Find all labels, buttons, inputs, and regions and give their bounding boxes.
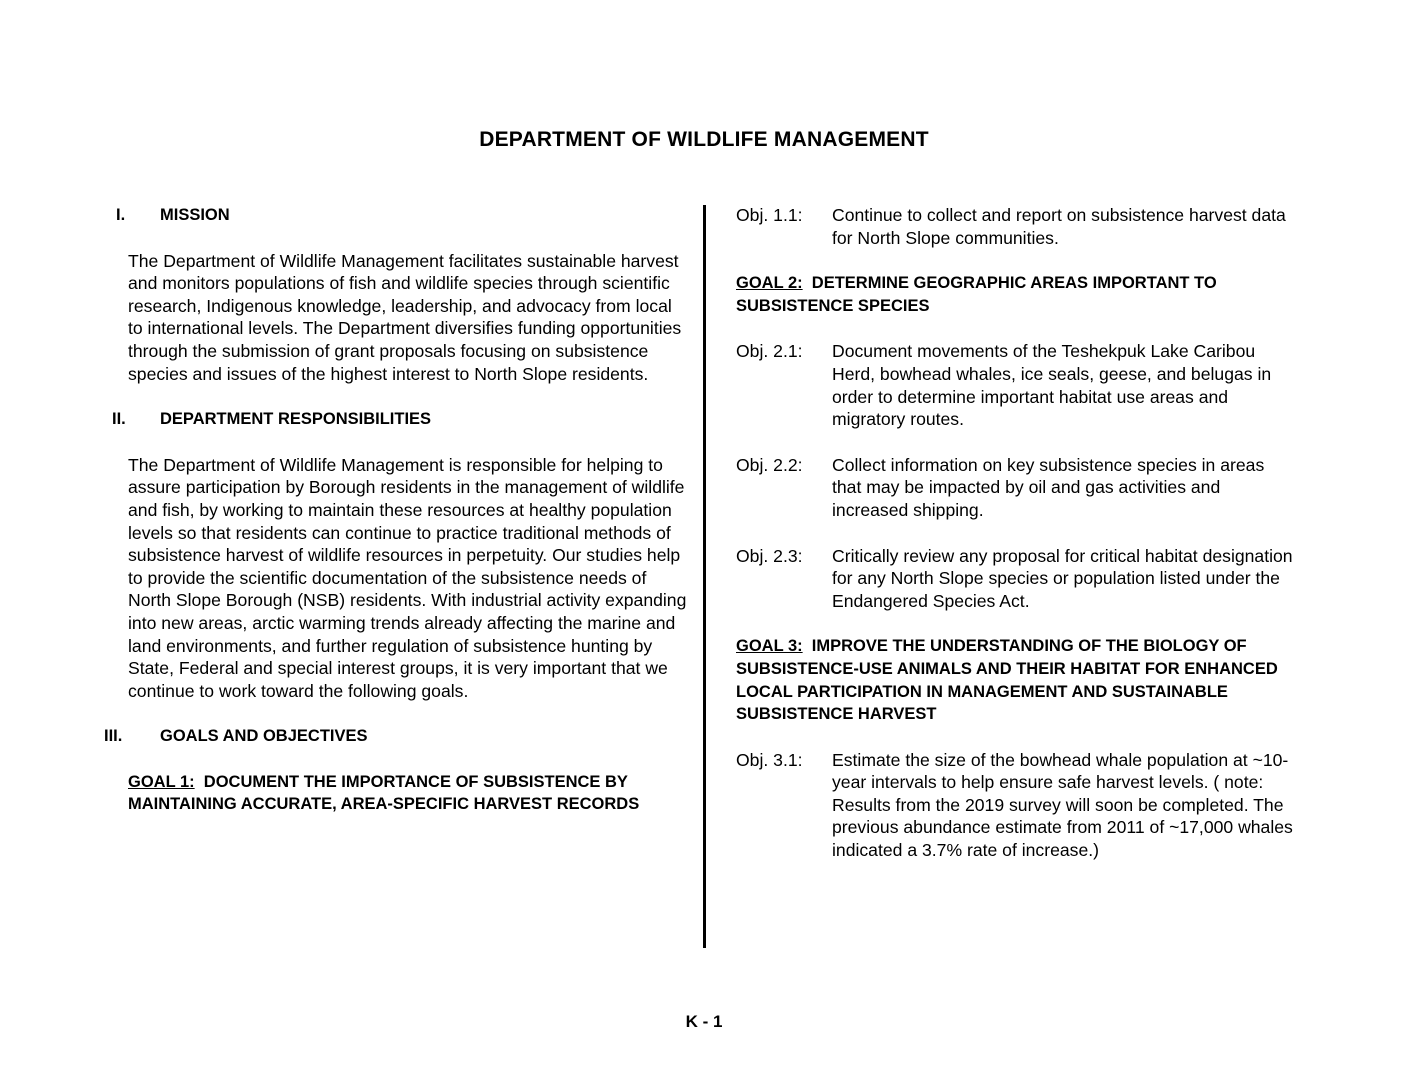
goal-text: DETERMINE GEOGRAPHIC AREAS IMPORTANT TO SUBSISTENCE SPECIES bbox=[736, 274, 1217, 315]
objective-text: Collect information on key subsistence species in areas that may be impacted by oil and gas activities and increased shipping. bbox=[832, 454, 1265, 520]
column-divider bbox=[703, 205, 706, 948]
objective-label: Obj. 2.1: bbox=[736, 341, 803, 362]
goal-tag: GOAL 2: bbox=[736, 274, 803, 293]
objective-1-1 bbox=[736, 204, 1296, 249]
objective-text: Estimate the size of the bowhead whale population at ~10-year intervals to help ensure safe harvest levels. ( note: Results from the 2019 survey will soon be completed. The previous abundance estimate from 2011 of ~17,000 whales indicated a 3.7% rate of increase.) bbox=[832, 749, 1293, 861]
objective-label: Obj. 2.3: bbox=[736, 545, 803, 566]
objective-text: Critically review any proposal for critical habitat designation for any North Slope species or population listed under the Endangered Species Act. bbox=[832, 545, 1293, 611]
section-title: GOALS AND OBJECTIVES bbox=[160, 727, 368, 746]
objective-label: Obj. 1.1: bbox=[736, 205, 803, 225]
section-heading-mission bbox=[104, 204, 689, 227]
left-column bbox=[104, 204, 689, 816]
goal-tag: GOAL 3: bbox=[736, 637, 803, 656]
section-heading-responsibilities bbox=[104, 408, 689, 431]
objective-2-1 bbox=[736, 340, 1296, 430]
objective-text: Document movements of the Teshekpuk Lake Caribou Herd, bowhead whales, ice seals, geese, and belugas in order to determine important habitat use areas and migratory routes. bbox=[832, 341, 1272, 430]
section-title: MISSION bbox=[160, 206, 230, 224]
goal-text: DOCUMENT THE IMPORTANCE OF SUBSISTENCE BY MAINTAINING ACCURATE, AREA-SPECIFIC HARVEST RECORDS bbox=[128, 772, 640, 814]
goal-1-heading bbox=[128, 771, 689, 816]
objective-2-3 bbox=[736, 545, 1296, 613]
objective-label: Obj. 2.2: bbox=[736, 454, 803, 475]
goal-tag: GOAL 1: bbox=[128, 772, 195, 791]
section-title: DEPARTMENT RESPONSIBILITIES bbox=[160, 410, 432, 429]
section-number: III. bbox=[104, 727, 123, 746]
page-title: DEPARTMENT OF WILDLIFE MANAGEMENT bbox=[479, 128, 929, 151]
page-number: K - 1 bbox=[685, 1012, 723, 1031]
goal-2-heading bbox=[736, 272, 1296, 317]
objective-text: Continue to collect and report on subsistence harvest data for North Slope communities. bbox=[832, 205, 1286, 248]
section-number: I. bbox=[116, 206, 126, 224]
responsibilities-paragraph: The Department of Wildlife Management is responsible for helping to assure participation by Borough residents in the management of wildlife and fish, by working to maintain these resources at healthy population levels so that residents can continue to practice traditional methods of subsistence harvest of wildlife resources in perpetuity. Our studies help to provide the scientific documentation of the subsistence needs of North Slope Borough (NSB) residents. With industrial activity expanding into new areas, arctic warming trends already affecting the marine and land environments, and further regulation of subsistence hunting by State, Federal and special interest groups, it is very important that we continue to work toward the following goals. bbox=[128, 454, 687, 701]
objective-label: Obj. 3.1: bbox=[736, 749, 803, 770]
right-column bbox=[736, 204, 1296, 862]
goal-text: IMPROVE THE UNDERSTANDING OF THE BIOLOGY OF SUBSISTENCE-USE ANIMALS AND THEIR HABITAT FOR ENHANCED LOCAL PARTICIPATION IN MANAGEMENT AND SUSTAINABLE SUBSISTENCE HARVEST bbox=[736, 637, 1278, 724]
objective-2-2 bbox=[736, 454, 1296, 522]
mission-paragraph: The Department of Wildlife Management facilitates sustainable harvest and monitors populations of fish and wildlife species through scientific research, Indigenous knowledge, leadership, and advocacy from local to international levels. The Department diversifies funding opportunities through the submission of grant proposals focusing on subsistence species and issues of the highest interest to North Slope residents. bbox=[128, 250, 682, 384]
section-heading-goals bbox=[104, 725, 689, 748]
objective-3-1 bbox=[736, 749, 1296, 862]
goal-3-heading bbox=[736, 635, 1296, 725]
section-number: II. bbox=[112, 410, 126, 429]
